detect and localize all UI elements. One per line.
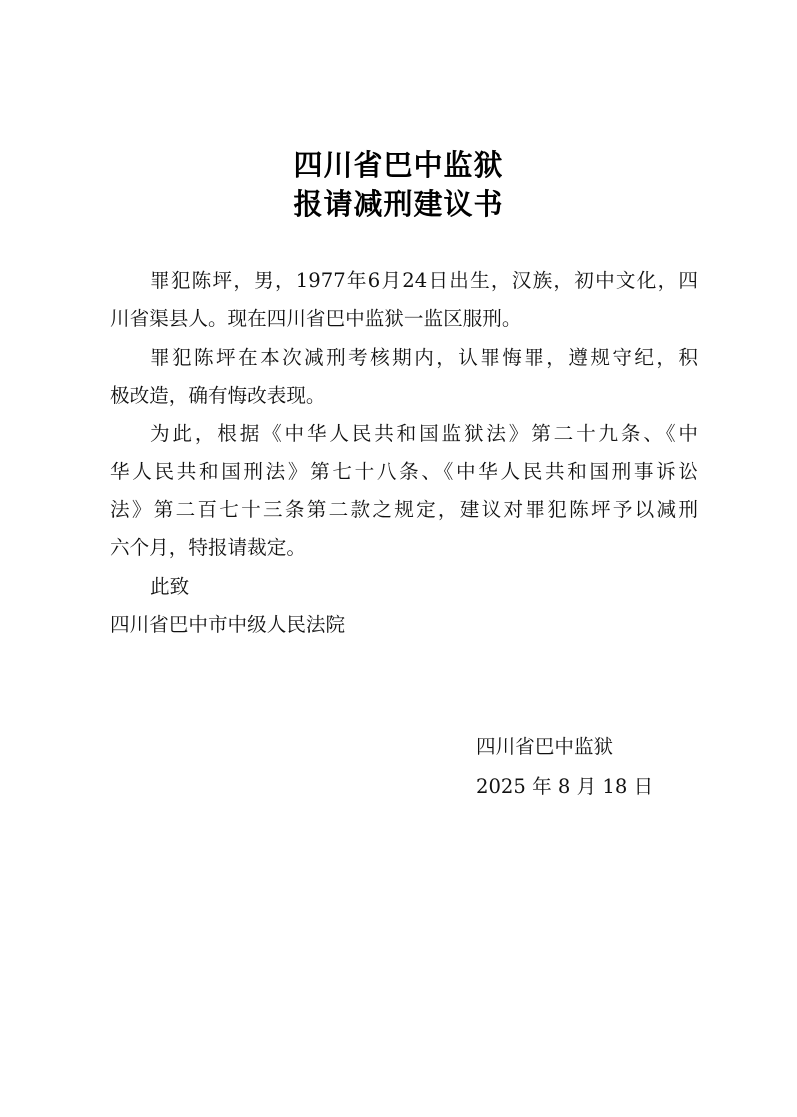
document-title-line2: 报请减刑建议书 — [293, 187, 504, 221]
paragraph-2 — [110, 339, 698, 415]
paragraph-3-line-4: 六个月，特报请裁定。 — [110, 536, 306, 559]
signature-block — [476, 727, 653, 807]
recipient: 四川省巴中市中级人民法院 — [110, 613, 346, 636]
signature-date: 2025 年 8 月 18 日 — [476, 775, 654, 798]
salutation: 此致 — [150, 575, 190, 598]
signature-org: 四川省巴中监狱 — [476, 735, 614, 758]
paragraph-3-line-3: 法》第二百七十三条第二款之规定，建议对罪犯陈坪予以减刑 — [110, 498, 698, 521]
paragraph-1-line-1: 罪犯陈坪，男，1977年6月24日出生，汉族，初中文化，四 — [150, 269, 698, 292]
paragraph-1-line-2: 川省渠县人。现在四川省巴中监狱一监区服刑。 — [110, 307, 522, 330]
closing — [110, 568, 698, 644]
paragraph-1 — [110, 262, 698, 338]
document-title-line1: 四川省巴中监狱 — [293, 148, 504, 182]
paragraph-3-line-2: 华人民共和国刑法》第七十八条、《中华人民共和国刑事诉讼 — [110, 460, 698, 483]
paragraph-3-line-1: 为此，根据《中华人民共和国监狱法》第二十九条、《中 — [150, 422, 698, 445]
paragraph-3 — [110, 415, 698, 567]
paragraph-2-line-1: 罪犯陈坪在本次减刑考核期内，认罪悔罪，遵规守纪，积 — [150, 346, 698, 369]
paragraph-2-line-2: 极改造，确有悔改表现。 — [110, 384, 326, 407]
